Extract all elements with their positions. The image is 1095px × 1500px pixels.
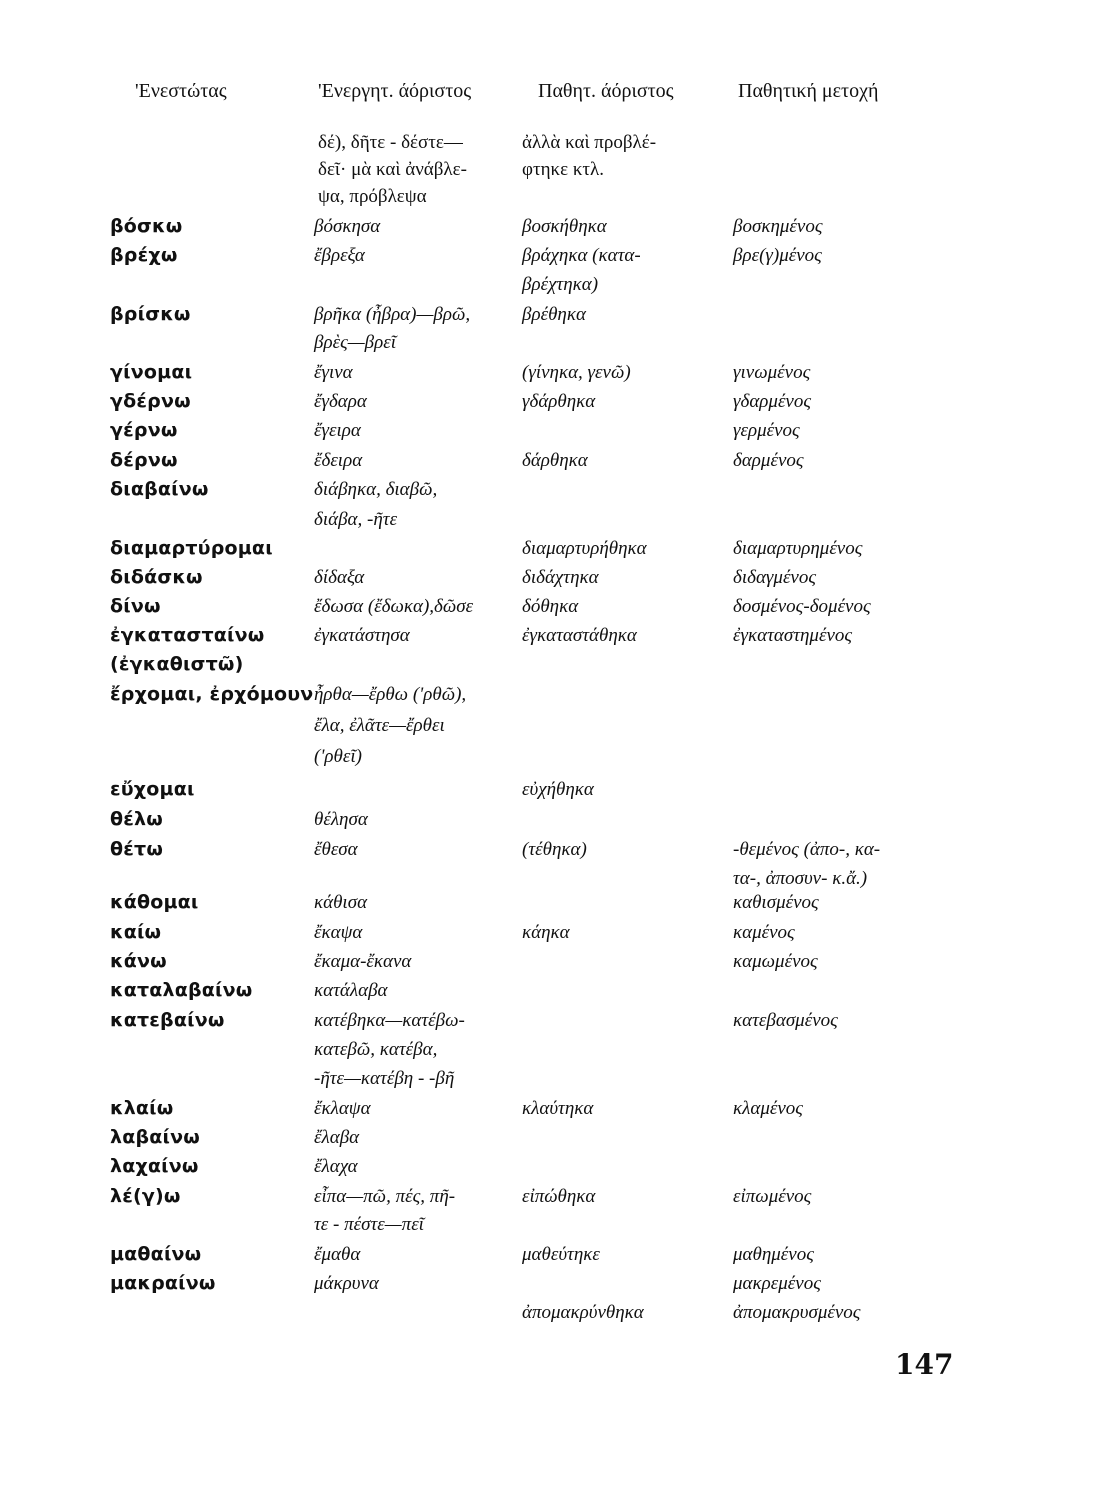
present-cell: εὔχομαι: [110, 778, 195, 800]
active-aorist-cell: κατέβηκα—κατέβω-: [314, 1010, 465, 1031]
active-aorist-cell: βρὲς—βρεῖ: [314, 332, 397, 353]
table-row: [0, 1094, 1095, 1123]
passive-participle-cell: -θεμένος (ἀπο-, κα-: [733, 839, 881, 860]
active-aorist-cell: διάβηκα, διαβῶ,: [314, 479, 438, 500]
active-aorist-cell: βόσκησα: [314, 216, 381, 237]
table-row: [0, 328, 1095, 357]
table-row: [0, 475, 1095, 504]
present-cell: ἐγκατασταίνω: [110, 624, 265, 646]
present-cell: μακραίνω: [110, 1272, 216, 1294]
active-aorist-cell: ἦρθα—ἔρθω ('ρθῶ),: [314, 684, 467, 705]
present-cell: δίνω: [110, 595, 161, 617]
passive-participle-cell: δαρμένος: [733, 450, 804, 471]
header-passive-participle: Παθητική μετοχή: [738, 80, 879, 102]
present-cell: βρίσκω: [110, 303, 191, 325]
active-aorist-cell: ἔλαβα: [314, 1127, 360, 1148]
table-row: [0, 680, 1095, 709]
table-row: [0, 711, 1095, 740]
table-row: [0, 212, 1095, 241]
passive-aorist-cell: βοσκήθηκα: [522, 216, 607, 237]
present-cell: κλαίω: [110, 1097, 174, 1119]
active-aorist-cell: δίδαξα: [314, 567, 365, 588]
passive-participle-cell: ἐγκαταστημένος: [733, 625, 853, 646]
table-row: [0, 387, 1095, 416]
present-cell: λαβαίνω: [110, 1126, 200, 1148]
table-row: [0, 155, 1095, 184]
present-cell: κάθομαι: [110, 891, 199, 913]
table-row: [0, 128, 1095, 157]
passive-participle-cell: βοσκημένος: [733, 216, 823, 237]
table-row: [0, 621, 1095, 650]
passive-aorist-cell: δάρθηκα: [522, 450, 588, 471]
table-row: [0, 1123, 1095, 1152]
active-aorist-cell: ἔγδαρα: [314, 391, 367, 412]
present-cell: κάνω: [110, 950, 167, 972]
passive-aorist-cell: ἀπομακρύνθηκα: [522, 1302, 644, 1323]
present-cell: καταλαβαίνω: [110, 979, 253, 1001]
passive-aorist-cell: ἀλλὰ καὶ προβλέ-: [522, 132, 657, 153]
passive-aorist-cell: βράχηκα (κατα-: [522, 245, 641, 266]
passive-participle-cell: γινωμένος: [733, 362, 811, 383]
active-aorist-cell: ἔδειρα: [314, 450, 363, 471]
header-passive-aorist: Παθητ. άόριστος: [538, 80, 674, 102]
passive-aorist-cell: (γίνηκα, γενῶ): [522, 362, 631, 383]
table-row: [0, 1035, 1095, 1064]
table-row: [0, 1182, 1095, 1211]
passive-participle-cell: διαμαρτυρημένος: [733, 538, 863, 559]
active-aorist-cell: εἶπα—πῶ, πές, πῆ-: [314, 1186, 456, 1207]
present-cell: θέτω: [110, 838, 164, 860]
active-aorist-cell: μάκρυνα: [314, 1273, 379, 1294]
present-cell: διδάσκω: [110, 566, 203, 588]
present-cell: λέ(γ)ω: [110, 1185, 181, 1207]
present-cell: (ἐγκαθιστῶ): [110, 653, 244, 675]
present-cell: ἔρχομαι, ἐρχόμουν: [110, 683, 314, 705]
present-cell: βόσκω: [110, 215, 183, 237]
active-aorist-cell: δέ), δῆτε - δέστε—: [318, 132, 463, 153]
passive-participle-cell: μακρεμένος: [733, 1273, 821, 1294]
active-aorist-cell: διάβα, -ῆτε: [314, 509, 398, 530]
table-row: [0, 300, 1095, 329]
table-row: [0, 888, 1095, 917]
passive-aorist-cell: εἰπώθηκα: [522, 1186, 596, 1207]
active-aorist-cell: κατεβῶ, κατέβα,: [314, 1039, 438, 1060]
active-aorist-cell: ἔγειρα: [314, 420, 361, 441]
table-row: [0, 805, 1095, 834]
table-row: [0, 1006, 1095, 1035]
passive-aorist-cell: φτηκε κτλ.: [522, 159, 605, 180]
present-cell: διαμαρτύρομαι: [110, 537, 273, 559]
active-aorist-cell: τε - πέστε—πεῖ: [314, 1214, 424, 1235]
passive-participle-cell: γερμένος: [733, 420, 800, 441]
table-row: [0, 416, 1095, 445]
present-cell: καίω: [110, 921, 162, 943]
table-row: [0, 1269, 1095, 1298]
present-cell: βρέχω: [110, 244, 178, 266]
passive-participle-cell: καμωμένος: [733, 951, 818, 972]
table-row: [0, 241, 1095, 270]
table-row: [0, 742, 1095, 771]
passive-participle-cell: εἰπωμένος: [733, 1186, 812, 1207]
active-aorist-cell: ἔλαχα: [314, 1156, 358, 1177]
active-aorist-cell: ἐγκατάστησα: [314, 625, 410, 646]
table-row: [0, 976, 1095, 1005]
passive-aorist-cell: βρέχτηκα): [522, 274, 599, 295]
header-present: 'Ενεστώτας: [135, 80, 227, 102]
active-aorist-cell: βρῆκα (ἦβρα)—βρῶ,: [314, 304, 471, 325]
passive-aorist-cell: εὐχήθηκα: [522, 779, 594, 800]
passive-participle-cell: τα-, ἀποσυν- κ.ἄ.): [733, 868, 868, 889]
passive-aorist-cell: κάηκα: [522, 922, 570, 943]
passive-aorist-cell: κλαύτηκα: [522, 1098, 594, 1119]
active-aorist-cell: ἔδωσα (ἔδωκα),δῶσε: [314, 596, 474, 617]
passive-participle-cell: γδαρμένος: [733, 391, 812, 412]
table-row: [0, 534, 1095, 563]
table-row: [0, 505, 1095, 534]
table-row: [0, 270, 1095, 299]
table-row: [0, 650, 1095, 679]
table-row: [0, 1240, 1095, 1269]
active-aorist-cell: δεῖ· μὰ καὶ ἀνάβλε-: [318, 159, 467, 180]
active-aorist-cell: ἔλα, ἐλᾶτε—ἔρθει: [314, 715, 445, 736]
present-cell: γέρνω: [110, 419, 178, 441]
table-row: [0, 592, 1095, 621]
active-aorist-cell: ἔκλαψα: [314, 1098, 371, 1119]
passive-aorist-cell: διαμαρτυρήθηκα: [522, 538, 647, 559]
table-row: [0, 182, 1095, 211]
active-aorist-cell: κάθισα: [314, 892, 368, 913]
passive-participle-cell: καμένος: [733, 922, 795, 943]
passive-aorist-cell: διδάχτηκα: [522, 567, 599, 588]
table-row: [0, 1210, 1095, 1239]
present-cell: γδέρνω: [110, 390, 191, 412]
active-aorist-cell: ψα, πρόβλεψα: [318, 186, 427, 207]
active-aorist-cell: ἔκαμα-ἔκανα: [314, 951, 412, 972]
table-row: [0, 835, 1095, 864]
passive-participle-cell: μαθημένος: [733, 1244, 814, 1265]
present-cell: μαθαίνω: [110, 1243, 202, 1265]
active-aorist-cell: ('ρθεῖ): [314, 746, 362, 767]
passive-participle-cell: κατεβασμένος: [733, 1010, 838, 1031]
table-row: [0, 947, 1095, 976]
passive-aorist-cell: ἐγκαταστάθηκα: [522, 625, 637, 646]
table-row: [0, 563, 1095, 592]
active-aorist-cell: ἔβρεξα: [314, 245, 365, 266]
active-aorist-cell: ἔμαθα: [314, 1244, 361, 1265]
present-cell: θέλω: [110, 808, 163, 830]
present-cell: γίνομαι: [110, 361, 193, 383]
active-aorist-cell: ἔκαψα: [314, 922, 363, 943]
passive-participle-cell: κλαμένος: [733, 1098, 803, 1119]
active-aorist-cell: κατάλαβα: [314, 980, 388, 1001]
passive-participle-cell: καθισμένος: [733, 892, 819, 913]
table-row: [0, 358, 1095, 387]
passive-participle-cell: ἀπομακρυσμένος: [733, 1302, 861, 1323]
passive-aorist-cell: γδάρθηκα: [522, 391, 596, 412]
table-row: [0, 1298, 1095, 1327]
passive-participle-cell: διδαγμένος: [733, 567, 817, 588]
active-aorist-cell: θέλησα: [314, 809, 368, 830]
present-cell: κατεβαίνω: [110, 1009, 225, 1031]
present-cell: λαχαίνω: [110, 1155, 199, 1177]
active-aorist-cell: -ῆτε—κατέβη - -βῆ: [314, 1068, 455, 1089]
table-row: [0, 1152, 1095, 1181]
present-cell: δέρνω: [110, 449, 178, 471]
present-cell: διαβαίνω: [110, 478, 209, 500]
active-aorist-cell: ἔθεσα: [314, 839, 358, 860]
table-row: [0, 1064, 1095, 1093]
passive-participle-cell: δοσμένος-δομένος: [733, 596, 871, 617]
passive-aorist-cell: μαθεύτηκε: [522, 1244, 600, 1265]
passive-participle-cell: βρε(γ)μένος: [733, 245, 822, 266]
page-number: 147: [895, 1348, 954, 1381]
passive-aorist-cell: δόθηκα: [522, 596, 579, 617]
table-row: [0, 918, 1095, 947]
active-aorist-cell: ἔγινα: [314, 362, 353, 383]
table-row: [0, 446, 1095, 475]
passive-aorist-cell: βρέθηκα: [522, 304, 586, 325]
header-active-aorist: 'Ενεργητ. άόριστος: [318, 80, 472, 102]
table-row: [0, 775, 1095, 804]
passive-aorist-cell: (τέθηκα): [522, 839, 587, 860]
